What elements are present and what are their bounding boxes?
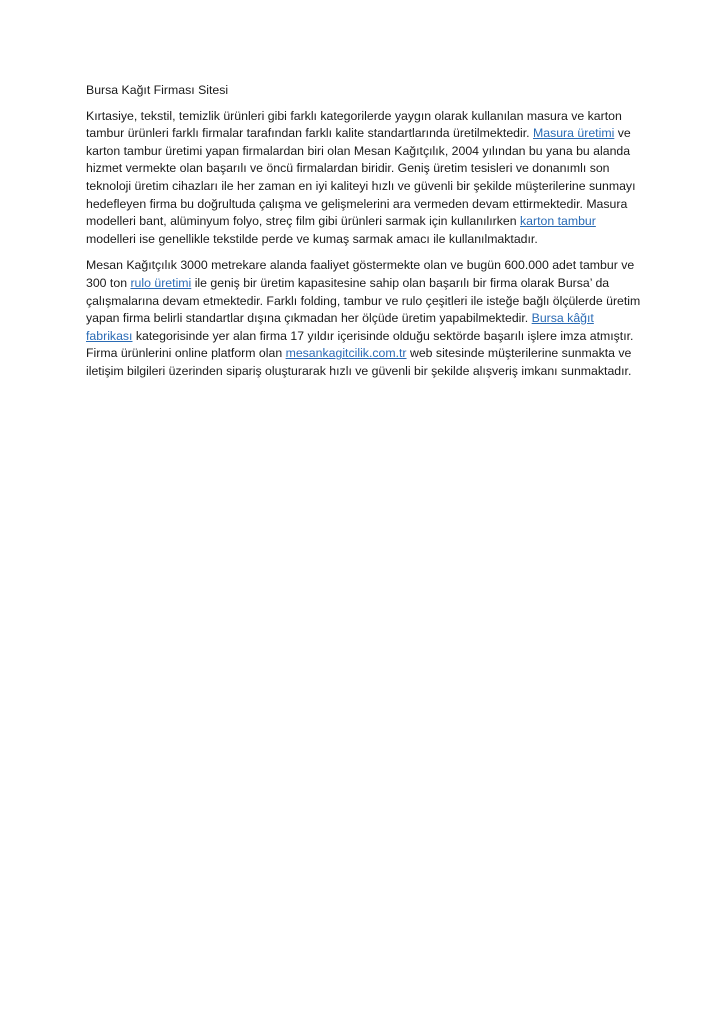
link-masura-uretimi[interactable]: Masura üretimi <box>532 126 615 141</box>
document-title: Bursa Kağıt Firması Sitesi <box>86 83 229 97</box>
paragraph-text: ve karton tambur üretimi yapan firmalardan biri olan Mesan Kağıtçılık, 2004 yılından bu yana bu alanda hizmet vermekte olan başarılı ve öncü firmalardan biridir. Geniş üretim tesisleri ve donanımlı son teknoloji üretim cihazları ile her zaman en iyi kaliteyi hızlı ve güvenli bir şekilde müşterilerine sunmayı hedefleyen firma bu doğrultuda çalışma ve gelişmelerini ara vermeden devam ettirmektedir. Masura modelleri bant, alüminyum folyo, streç film gibi ürünleri sarmak için kullanılırken <box>86 126 636 229</box>
link-website[interactable]: mesankagitcilik.com.tr <box>285 346 407 361</box>
paragraph-text: Kırtasiye, tekstil, temizlik ürünleri gibi farklı kategorilerde yaygın olarak kullanılan masura ve karton tambur ürünleri farklı firmalar tarafından farklı kalite standartlarında üretilmektedir. <box>86 108 622 141</box>
paragraph-company <box>86 257 642 380</box>
paragraph-text: web sitesinde müşterilerine sunmakta ve iletişim bilgileri üzerinden sipariş oluşturarak hızlı ve güvenli bir şekilde alışveriş imkanı sunmaktadır. <box>86 346 632 378</box>
link-rulo-uretimi[interactable]: rulo üretimi <box>130 275 192 290</box>
paragraph-text: Mesan Kağıtçılık 3000 metrekare alanda faaliyet göstermekte olan ve bugün 600.000 adet tambur ve 300 ton <box>86 258 635 290</box>
document-body <box>86 82 642 390</box>
paragraph-text: modelleri ise genellikle tekstilde perde ve kumaş sarmak amacı ile kullanılmaktadır. <box>86 231 538 246</box>
paragraph-intro <box>86 108 642 249</box>
link-karton-tambur[interactable]: karton tambur <box>519 214 596 229</box>
link-bursa-kagit-fabrikasi[interactable]: Bursa kâğıt fabrikası <box>86 311 594 343</box>
paragraph-text: kategorisinde yer alan firma 17 yıldır içerisinde olduğu sektörde başarılı işlere imza atmıştır. Firma ürünlerini online platform olan <box>86 328 634 361</box>
paragraph-text: ile geniş bir üretim kapasitesine sahip olan başarılı bir firma olarak Bursa’ da çalışmalarına devam etmektedir. Farklı folding, tambur ve rulo çeşitleri ile isteğe bağlı ölçülerde üretim yapan firma belirli standartlar dışına çıkmadan her ölçüde üretim yapabilmektedir. <box>86 275 641 326</box>
